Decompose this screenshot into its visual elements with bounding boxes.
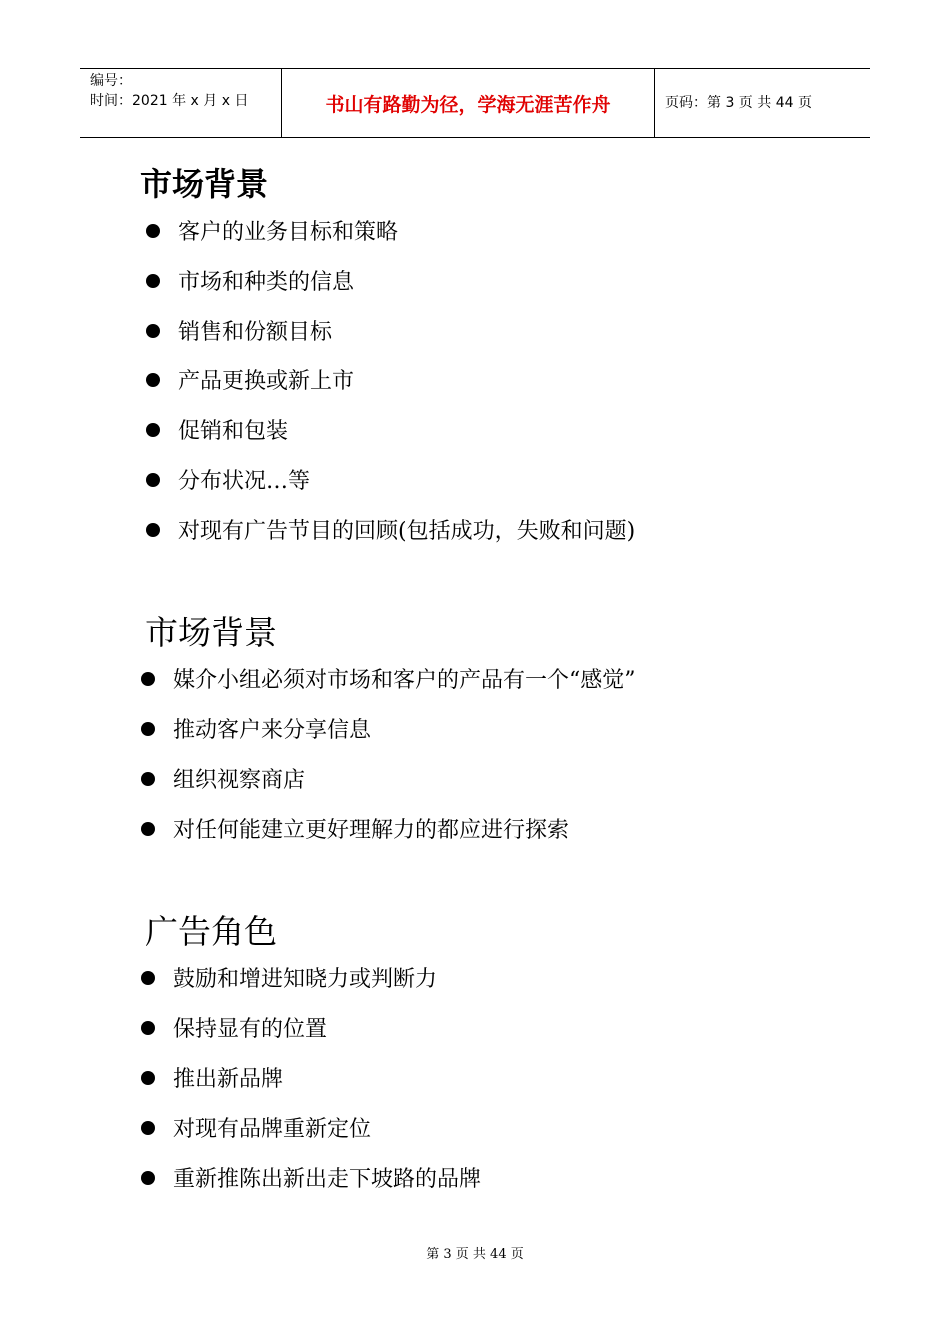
list-item (146, 218, 398, 248)
motto-text: 书山有路勤为径，学海无涯苦作舟 (325, 94, 611, 116)
list-item (141, 1165, 481, 1195)
list-item-text: 鼓励和增进知晓力或判断力 (173, 967, 438, 992)
bullet-icon (141, 1071, 155, 1085)
bullet-icon (146, 324, 160, 338)
section-title: 市场背景 (140, 165, 269, 203)
page-header (80, 68, 870, 138)
page-footer: 第 3 页 共 44 页 (426, 1247, 524, 1262)
bullet-icon (141, 1171, 155, 1185)
bullet-icon (146, 523, 160, 537)
list-item (141, 816, 569, 846)
section-title: 广告角色 (145, 912, 277, 951)
list-item (141, 716, 371, 746)
list-item-text: 客户的业务目标和策略 (178, 220, 399, 245)
serial-label: 编号： (90, 73, 132, 89)
bullet-icon (141, 822, 155, 836)
bullet-icon (146, 373, 160, 387)
list-item-text: 促销和包装 (178, 419, 289, 444)
list-item (141, 666, 636, 696)
list-item-text: 重新推陈出新出走下坡路的品牌 (173, 1167, 482, 1192)
list-item (146, 517, 635, 547)
header-motto-cell (282, 69, 655, 137)
bullet-icon (141, 672, 155, 686)
list-item-text: 对现有广告节目的回顾(包括成功，失败和问题) (178, 519, 636, 544)
list-item (141, 1065, 283, 1095)
time-label: 时间：2021 年 x 月 x 日 (90, 93, 249, 109)
list-item (146, 467, 310, 497)
list-item-text: 组织视察商店 (173, 768, 306, 793)
list-item (146, 367, 354, 397)
header-page-cell (655, 69, 870, 137)
list-item (141, 1015, 327, 1045)
list-item-text: 对任何能建立更好理解力的都应进行探索 (173, 818, 570, 843)
bullet-icon (146, 224, 160, 238)
list-item (146, 268, 354, 298)
section-title: 市场背景 (145, 613, 277, 652)
list-item-text: 推动客户来分享信息 (173, 718, 372, 743)
list-item (141, 1115, 371, 1145)
list-item (141, 965, 437, 995)
bullet-icon (146, 423, 160, 437)
bullet-icon (146, 274, 160, 288)
list-item-text: 市场和种类的信息 (178, 270, 355, 295)
list-item-text: 媒介小组必须对市场和客户的产品有一个“感觉” (173, 668, 636, 693)
bullet-icon (141, 971, 155, 985)
list-item-text: 对现有品牌重新定位 (173, 1117, 372, 1142)
list-item-text: 推出新品牌 (173, 1067, 284, 1092)
bullet-icon (141, 722, 155, 736)
list-item (146, 318, 332, 348)
header-page-number: 页码：第 3 页 共 44 页 (665, 95, 812, 111)
bullet-icon (146, 473, 160, 487)
list-item-text: 保持显有的位置 (173, 1017, 328, 1042)
bullet-icon (141, 1021, 155, 1035)
list-item-text: 分布状况…等 (178, 469, 311, 494)
bullet-icon (141, 1121, 155, 1135)
list-item-text: 销售和份额目标 (178, 320, 333, 345)
list-item-text: 产品更换或新上市 (178, 369, 355, 394)
header-info-cell (80, 69, 282, 137)
bullet-icon (141, 772, 155, 786)
list-item (141, 766, 305, 796)
list-item (146, 417, 288, 447)
